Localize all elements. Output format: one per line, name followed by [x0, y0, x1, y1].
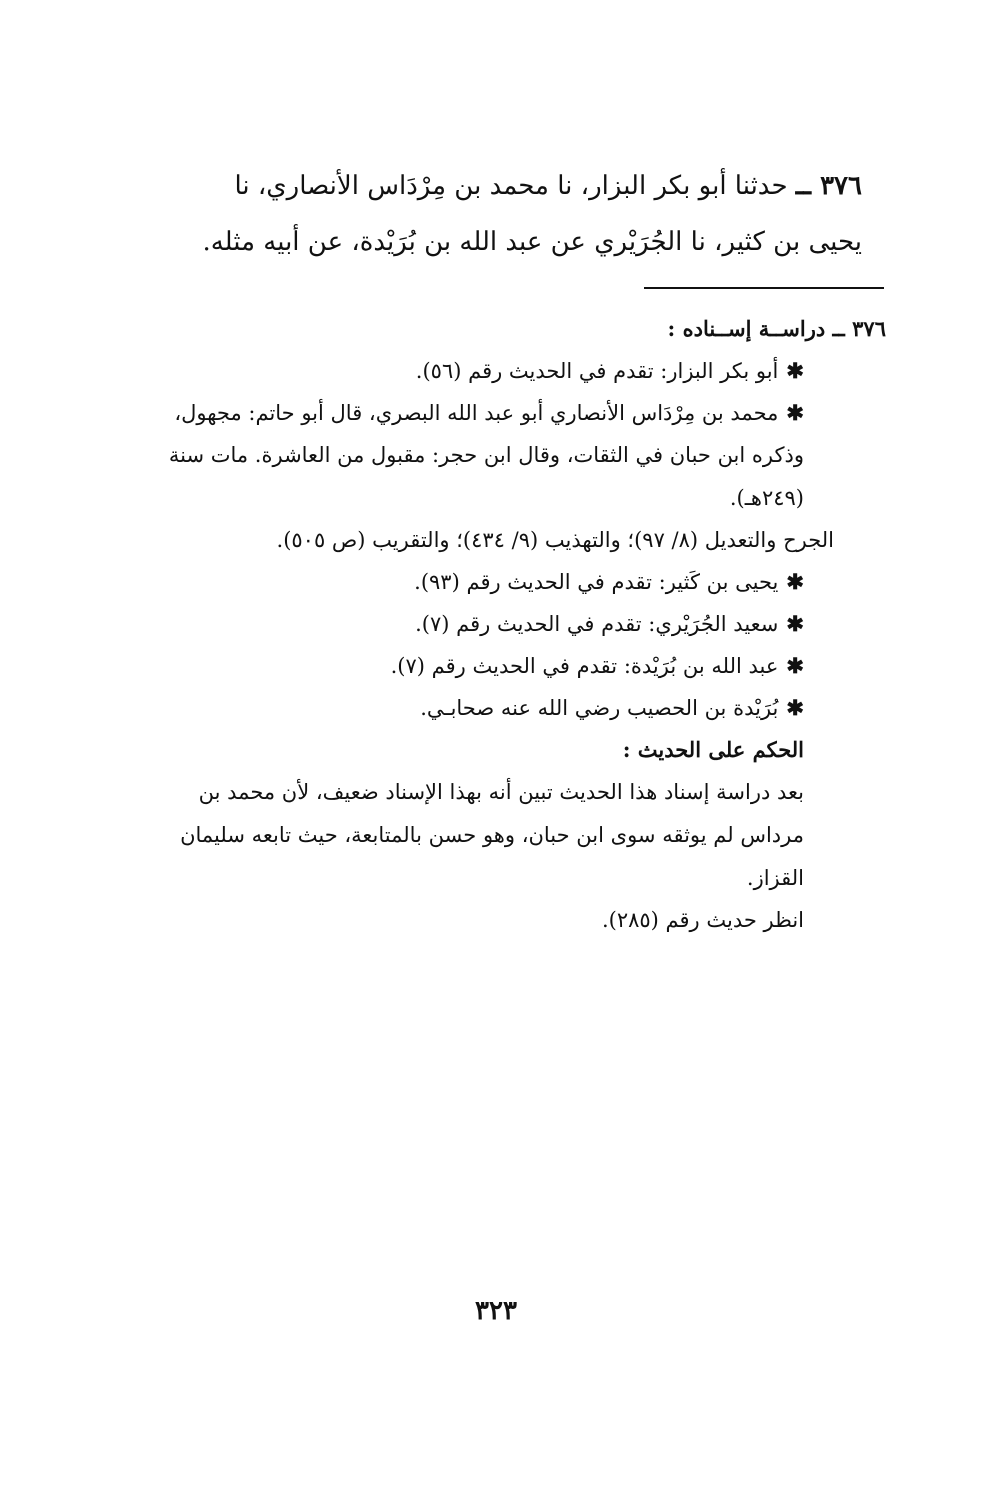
ruling-line: مرداس لم يوثقه سوى ابن حبان، وهو حسن بالمتابعة، حيث تابعه سليمان [180, 823, 804, 847]
narrator-item [134, 350, 886, 392]
narrator-item [134, 603, 886, 645]
ruling-line: بعد دراسة إسناد هذا الحديث تبين أنه بهذا الإسناد ضعيف، لأن محمد بن [198, 780, 804, 804]
hadith-number: ٣٧٦ ــ [795, 171, 862, 201]
hadith-line-1 [134, 158, 862, 214]
bullet-icon: ✱ [786, 653, 804, 678]
footnote-divider [644, 287, 884, 289]
hadith-line-1-text: حدثنا أبو بكر البزار، نا محمد بن مِرْدَاس الأنصاري، نا [234, 171, 788, 201]
sources-line: الجرح والتعديل (٨/ ٩٧)؛ والتهذيب (٩/ ٤٣٤)؛ والتقريب (ص ٥٠٥). [276, 528, 834, 552]
narrator-text: عبد الله بن بُرَيْدة: تقدم في الحديث رقم (٧). [390, 654, 779, 678]
narrator-item [134, 645, 886, 687]
isnad-study-heading: ٣٧٦ ــ دراســة إســناده : [667, 316, 886, 341]
bullet-icon: ✱ [786, 358, 804, 383]
ruling-line: القزاز. [746, 866, 804, 890]
see-also-line: انظر حديث رقم (٢٨٥). [601, 908, 804, 932]
narrator-text: يحيى بن كَثير: تقدم في الحديث رقم (٩٣). [414, 570, 779, 594]
bullet-icon: ✱ [786, 400, 804, 425]
narrator-item [134, 687, 886, 729]
narrator-item [134, 392, 886, 434]
narrator-text: أبو بكر البزار: تقدم في الحديث رقم (٥٦). [415, 359, 779, 383]
bullet-icon: ✱ [786, 611, 804, 636]
ruling-heading: الحكم على الحديث : [622, 737, 804, 762]
hadith-line-2: يحيى بن كثير، نا الجُرَيْري عن عبد الله بن بُرَيْدة، عن أبيه مثله. [202, 227, 862, 257]
narrator-text-continued: وذكره ابن حبان في الثقات، وقال ابن حجر: مقبول من العاشرة. مات سنة [168, 443, 804, 467]
bullet-icon: ✱ [786, 569, 804, 594]
narrator-text: محمد بن مِرْدَاس الأنصاري أبو عبد الله البصري، قال أبو حاتم: مجهول، [174, 401, 779, 425]
page-number: ٣٢٣ [475, 1296, 517, 1326]
hadith-text [134, 158, 862, 270]
narrator-text: سعيد الجُرَيْري: تقدم في الحديث رقم (٧). [415, 612, 779, 636]
narrator-text-continued: (٢٤٩هـ). [729, 486, 804, 510]
narrator-text: بُرَيْدة بن الحصيب رضي الله عنه صحابـي. [420, 696, 779, 720]
isnad-study [134, 308, 886, 941]
narrator-item [134, 561, 886, 603]
bullet-icon: ✱ [786, 695, 804, 720]
